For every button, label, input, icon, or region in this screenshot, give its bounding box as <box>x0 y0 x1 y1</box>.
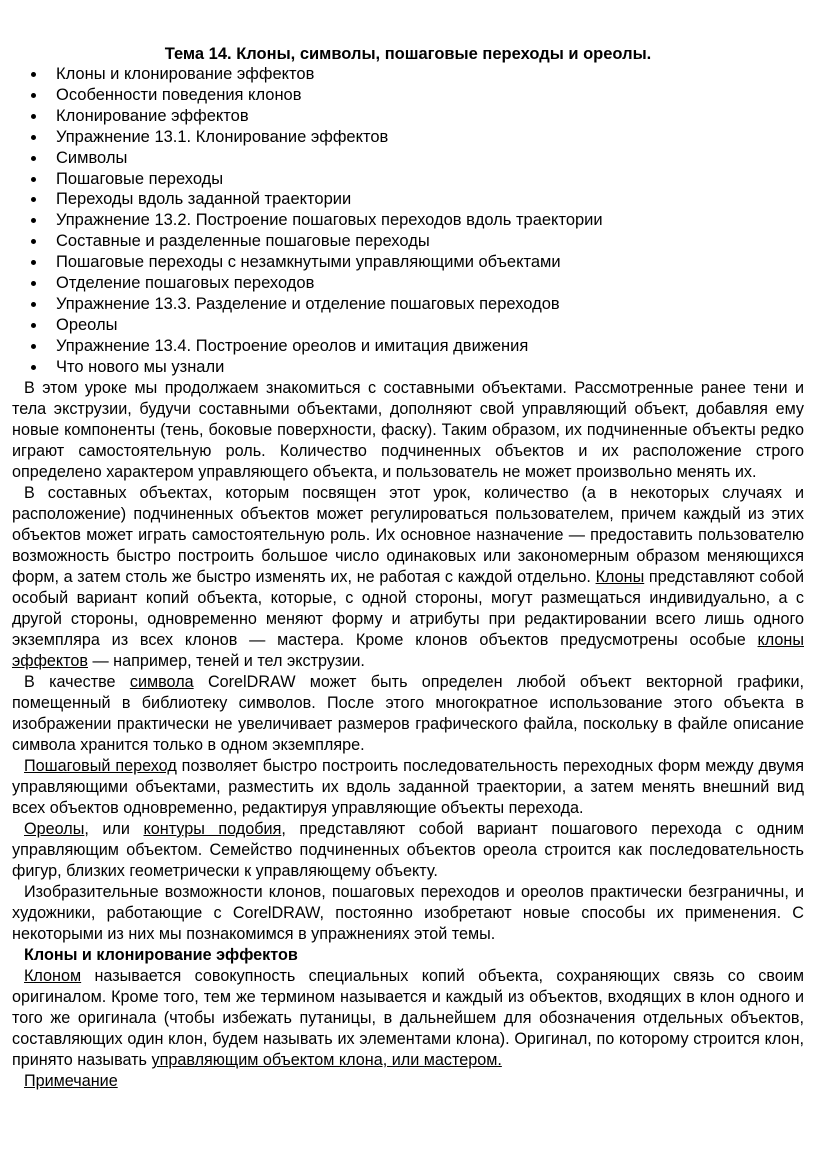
topic-item: Упражнение 13.4. Построение ореолов и имитация движения <box>0 336 603 357</box>
compound-objects-paragraph <box>12 483 804 672</box>
topic-item: Ореолы <box>0 315 603 336</box>
paragraph-text: , или <box>84 820 144 838</box>
clone-definition-paragraph <box>12 966 804 1071</box>
term-symbol: символа <box>129 673 194 691</box>
term-clone: Клоном <box>24 967 82 985</box>
term-clones: Клоны <box>595 568 645 586</box>
page-title: Тема 14. Клоны, символы, пошаговые переходы и ореолы. <box>164 45 652 63</box>
topic-item: Переходы вдоль заданной траектории <box>0 189 603 210</box>
note-label <box>12 1071 804 1092</box>
term-effect-clones: клоны эффектов <box>12 631 804 670</box>
paragraph-text: называется совокупность специальных копий объекта, сохраняющих связь со своим оригиналом. Кроме того, тем же термином называется и каждый из объектов, входящих в клон одного и того же оригинала (чтобы избежать путаницы, в дальнейшем для обозначения отдельных объектов, составляющих один клон, будем называть их элементами клона). Оригинал, по которому строится клон, принято называть <box>12 967 804 1069</box>
topic-item: Клонирование эффектов <box>0 106 603 127</box>
term-contours: Ореолы <box>24 820 85 838</box>
paragraph-text: , представляют собой вариант пошагового перехода с одним управляющим объектом. Семейство подчиненных объектов ореола строится как последовательность фигур, близких геометрически к управляющему объекту. <box>12 820 804 880</box>
symbols-paragraph <box>12 672 804 756</box>
topic-item: Что нового мы узнали <box>0 357 603 378</box>
topic-item: Отделение пошаговых переходов <box>0 273 603 294</box>
topic-item: Упражнение 13.1. Клонирование эффектов <box>0 127 603 148</box>
paragraph-text: В качестве <box>24 673 130 691</box>
topic-item: Клоны и клонирование эффектов <box>0 64 603 85</box>
term-similarity-contours: контуры подобия <box>143 820 282 838</box>
topic-item: Упражнение 13.3. Разделение и отделение пошаговых переходов <box>0 294 603 315</box>
note-text: Примечание <box>24 1072 118 1090</box>
paragraph-text: В составных объектах, которым посвящен этот урок, количество (а в некоторых случаях и расположение) подчиненных объектов может регулироваться пользователем, причем каждый из этих объектов может играть самостоятельную роль. Их основное назначение — предоставить пользователю возможность быстро построить большое число одинаковых или закономерным образом меняющихся форм, а затем столь же быстро изменять их, не работая с каждой отдельно. <box>12 484 804 586</box>
topic-item: Символы <box>0 148 603 169</box>
topic-item: Составные и разделенные пошаговые переходы <box>0 231 603 252</box>
paragraph-text: представляют собой особый вариант копий объекта, которые, с одной стороны, могут размещаться индивидуально, а с другой стороны, одновременно меняют форму и атрибуты при редактировании всего лишь одного экземпляра из всех клонов — мастера. Кроме клонов объектов предусмотрены особые <box>12 568 804 649</box>
term-blend: Пошаговый переход <box>24 757 177 775</box>
paragraph-text: CorelDRAW может быть определен любой объект векторной графики, помещенный в библиотеку символов. После этого многократное использование этого объекта в изображении практически не увеличивает размеров графического файла, поскольку в файле описание символа хранится только в одном экземпляре. <box>12 673 804 754</box>
topic-list <box>0 64 603 378</box>
blend-paragraph <box>12 756 804 819</box>
paragraph-text: — например, теней и тел экструзии. <box>88 652 365 670</box>
topic-item: Особенности поведения клонов <box>0 85 603 106</box>
intro-paragraph: В этом уроке мы продолжаем знакомиться с составными объектами. Рассмотренные ранее тени и тела экструзии, будучи составными объектами, дополняют свой управляющий объект, добавляя ему новые компоненты (тень, боковые поверхности, фаску). Таким образом, их подчиненные объекты редко играют самостоятельную роль. Количество подчиненных объектов и их расположение строго определено характером управляющего объекта, и пользователь не может произвольно менять их. <box>12 379 804 481</box>
topic-item: Пошаговые переходы с незамкнутыми управляющими объектами <box>0 252 603 273</box>
section-heading: Клоны и клонирование эффектов <box>24 946 298 964</box>
paragraph-text: позволяет быстро построить последовательность переходных форм между двумя управляющими объектами, разместить их вдоль заданной траектории, а затем менять внешний вид всех объектов одновременно, редактируя управляющие объекты перехода. <box>12 757 805 817</box>
topic-item: Упражнение 13.2. Построение пошаговых переходов вдоль траектории <box>0 210 603 231</box>
possibilities-paragraph: Изобразительные возможности клонов, пошаговых переходов и ореолов практически безграничны, и художники, работающие с CorelDRAW, постоянно изобретают новые способы их применения. С некоторыми из них мы познакомимся в упражнениях этой темы. <box>12 883 804 943</box>
contour-paragraph <box>12 819 804 882</box>
document-body <box>12 378 804 1092</box>
topic-item: Пошаговые переходы <box>0 169 603 190</box>
term-master: управляющим объектом клона, или мастером. <box>151 1051 502 1069</box>
